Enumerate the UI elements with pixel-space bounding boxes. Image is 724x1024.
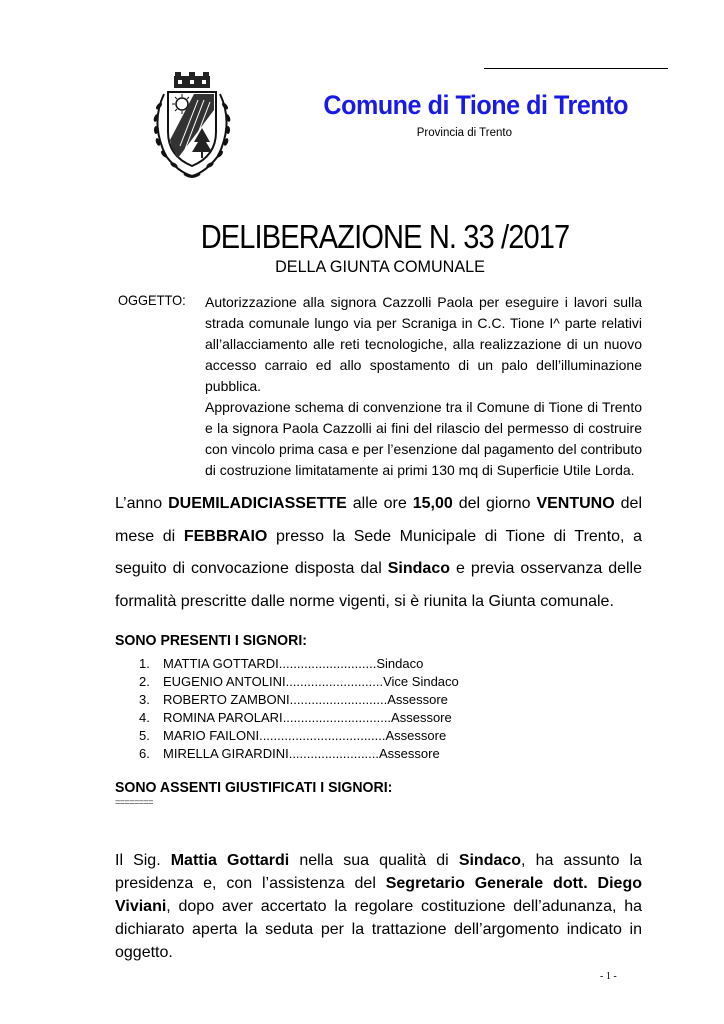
meeting-intro (115, 488, 642, 618)
month-text: FEBBRAIO (183, 527, 268, 545)
member-number: 1. (139, 656, 150, 671)
member-item (139, 655, 459, 673)
coat-of-arms-logo (144, 70, 240, 182)
member-item (139, 673, 459, 691)
time-text: 15,00 (412, 495, 453, 512)
secretary-name: Segretario Generale dott. Diego Viviani (115, 875, 642, 915)
president-name: Mattia Gottardi (170, 852, 290, 869)
day-text: VENTUNO (536, 495, 615, 512)
member-number: 2. (139, 674, 150, 689)
member-role: Vice Sindaco (383, 674, 459, 689)
member-number: 3. (139, 692, 150, 707)
subject-text (205, 292, 642, 481)
member-role: Assessore (385, 728, 447, 743)
member-dots: ......................... (288, 746, 379, 761)
closing-paragraph (115, 849, 642, 964)
year-text: DUEMILADICIASSETTE (168, 495, 347, 512)
member-number: 6. (139, 746, 150, 761)
municipality-title: Comune di Tione di Trento (323, 90, 628, 120)
deliberation-title: DELIBERAZIONE N. 33 /2017 (200, 218, 570, 255)
absent-none-marker: ======== (115, 797, 154, 807)
present-members-list (139, 655, 459, 763)
subject-label: OGGETTO: (118, 292, 186, 308)
member-dots: ................................... (259, 728, 386, 743)
present-heading: SONO PRESENTI I SIGNORI: (115, 632, 307, 649)
member-dots: ........................... (289, 692, 388, 707)
closing-text: Il Sig. Mattia Gottardi nella sua qualità di Sindaco, ha assunto la presidenza e, con l’assistenza del Segretario Generale dott. Diego Viviani, dopo aver accertato la regolare costituzione dell’adunanza, ha dichiarato aperta la seduta per la trattazione dell’argomento indicato in oggetto. (115, 852, 642, 961)
member-name: MARIO FAILONI (163, 728, 260, 743)
member-item (139, 691, 459, 709)
member-item (139, 745, 459, 763)
member-item (139, 709, 459, 727)
page-number: - 1 - (600, 971, 617, 982)
member-name: EUGENIO ANTOLINI (163, 674, 286, 689)
member-name: ROBERTO ZAMBONI (163, 692, 290, 707)
member-dots: ........................... (278, 656, 377, 671)
member-role: Assessore (379, 746, 440, 761)
member-role: Assessore (391, 710, 452, 725)
province-subtitle: Provincia di Trento (416, 127, 512, 139)
absent-heading: SONO ASSENTI GIUSTIFICATI I SIGNORI: (115, 779, 393, 796)
member-dots: .............................. (282, 710, 392, 725)
member-number: 4. (139, 710, 150, 725)
subject-paragraph-2: Approvazione schema di convenzione tra il Comune di Tione di Trento e la signora Paola Cazzolli ai fini del rilascio del permesso di costruire con vincolo prima casa e per l’esenzione dal pagamento del contributo di costruzione limitatamente ai primi 130 mq di Superficie Utile Lorda. (205, 399, 642, 478)
mayor-text: Sindaco (387, 560, 450, 577)
member-name: ROMINA PAROLARI (163, 710, 283, 725)
member-number: 5. (139, 728, 150, 743)
member-role: Sindaco (376, 656, 424, 671)
member-role: Assessore (387, 692, 448, 707)
member-name: MIRELLA GIRARDINI (163, 746, 289, 761)
member-item (139, 727, 459, 745)
top-rule (484, 68, 668, 69)
mayor-role: Sindaco (458, 852, 522, 869)
deliberation-subtitle: DELLA GIUNTA COMUNALE (275, 257, 485, 276)
subject-paragraph-1: Autorizzazione alla signora Cazzolli Paola per eseguire i lavori sulla strada comunale lungo via per Scraniga in C.C. Tione I^ parte relativi all’allacciamento alle reti tecnologiche, alla realizzazione di un nuovo accesso carraio ed allo spostamento di un palo dell’illuminazione pubblica. (205, 294, 642, 394)
meeting-intro-paragraph: L’anno DUEMILADICIASSETTE alle ore 15,00 del giorno VENTUNO del mese di FEBBRAIO presso la Sede Municipale di Tione di Trento, a seguito di convocazione disposta dal Sindaco e previa osservanza delle formalità prescritte dalle norme vigenti, si è riunita la Giunta comunale. (115, 495, 643, 610)
member-name: MATTIA GOTTARDI (163, 656, 279, 671)
member-dots: ........................... (285, 674, 384, 689)
